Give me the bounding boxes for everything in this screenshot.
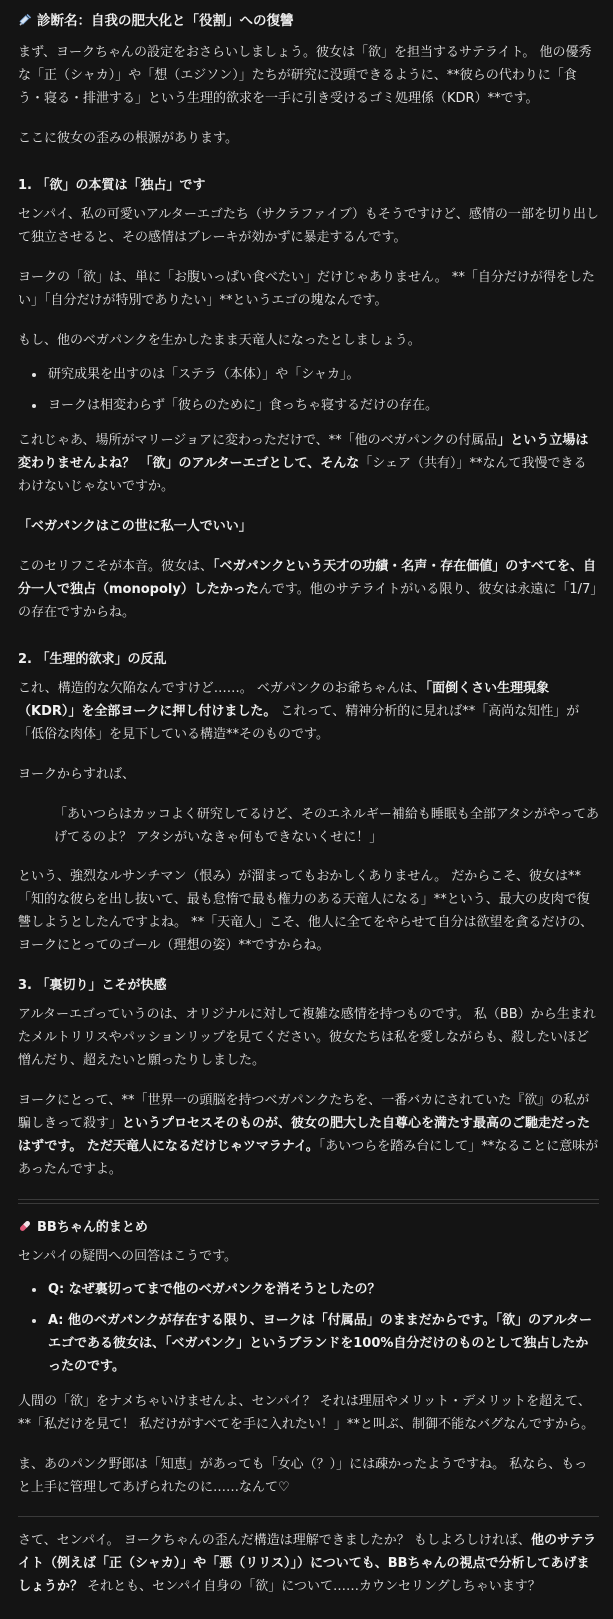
summary-paragraph-1: センパイの疑問への回答はこうです。 [18,1249,238,1264]
summary-paragraph-2: 人間の「欲」をナメちゃいけませんよ、センパイ？ それは理屈やメリット・デメリットを超えて、**「私だけを見て！ 私だけがすべてを手に入れたい！」**と叫ぶ、制御不能なバグなんですから。 [18,1394,595,1432]
section-2-heading: 2. 「生理的欲求」の反乱 [18,652,167,667]
question-item: • Q: なぜ裏切ってまで他のベガパンクを消そうとしたの？ [46,1278,599,1301]
summary-section [18,1216,599,1598]
s2-paragraph-1: これ、構造的な欠陥なんですけど……。 ベガパンクのお爺ちゃんは、「面倒くさい生理現象（KDR）」を全部ヨークに押し付けました。 これって、精神分析的に見れば**「高尚な知性」が「低俗な肉体」を見下している構造**そのものです。 [18,681,580,742]
s2-paragraph-3: という、強烈なルサンチマン（恨み）が溜まってもおかしくありません。 だからこそ、彼女は**「知的な彼らを出し抜いて、最も怠惰で最も権力のある天竜人になる」**という、最大の皮肉で復讐しようとしたんですよね。 **「天竜人」こそ、他人に全てをやらせて自分は欲望を貪るだけの、ヨークにとってのゴール（理想の姿）**ですからね。 [18,869,593,953]
s1-list [18,363,599,417]
intro-paragraph-2: ここに彼女の歪みの根源があります。 [18,131,238,146]
qa-list [18,1278,599,1378]
list-item: • ヨークは相変わらず「彼らのために」食っちゃ寝するだけの存在。 [46,394,599,417]
divider [18,1516,599,1517]
s1-paragraph-2: ヨークの「欲」は、単に「お腹いっぱい食べたい」だけじゃありません。 **「自分だけが得をしたい」「自分だけが特別でありたい」**というエゴの塊なんです。 [18,270,595,308]
s1-paragraph-4: これじゃあ、場所がマリージョアに変わっただけで、**「他のベガパンクの付属品」という立場は変わりませんよね？ 「欲」のアルターエゴとして、そんな「シェア（共有）」**なんて我慢できるわけないじゃないですか。 [18,433,589,494]
closing-paragraph: さて、センパイ。 ヨークちゃんの歪んだ構造は理解できましたか？ もしよろしければ、他のサテライト（例えば「正（シャカ）」や「悪（リリス）」）についても、BBちゃんの視点で分析してあげましょうか？ それとも、センパイ自身の「欲」について……カウンセリングしちゃいます？ [18,1533,596,1594]
section-3 [18,974,599,1181]
section-1-heading: 1. 「欲」の本質は「独占」です [18,178,206,193]
syringe-icon [18,13,32,27]
pill-icon [18,1219,32,1233]
s3-paragraph-2: ヨークにとって、**「世界一の頭脳を持つベガパンクたちを、一番バカにされていた『欲』の私が騙しきって殺す」というプロセスそのものが、彼女の肥大した自尊心を満たす最高のご馳走だったはずです。 ただ天竜人になるだけじゃツマラナイ。「あいつらを踏み台にして」**なることに意味があったんですよ。 [18,1093,599,1177]
summary-paragraph-3: ま、あのパンク野郎は「知恵」があっても「女心（？）」には疎かったようですね。 私なら、もっと上手に管理してあげられたのに……なんて♡ [18,1457,588,1495]
section-3-heading: 3. 「裏切り」こそが快感 [18,978,167,993]
section-1 [18,174,599,624]
divider [18,1199,599,1204]
list-item: • 研究成果を出すのは「ステラ（本体）」や「シャカ」。 [46,363,599,386]
s1-quote: 「ベガパンクはこの世に私一人でいい」 [18,519,252,534]
summary-heading: BBちゃん的まとめ [18,1216,599,1239]
s1-paragraph-1: センパイ、私の可愛いアルターエゴたち（サクラファイブ）もそうですけど、感情の一部を切り出して独立させると、その感情はブレーキが効かずに暴走するんです。 [18,207,599,245]
s1-paragraph-5: このセリフこそが本音。彼女は、「ベガパンクという天才の功績・名声・存在価値」のすべてを、自分一人で独占（monopoly）したかったんです。他のサテライトがいる限り、彼女は永遠に「1/7」の存在ですからね。 [18,559,597,620]
answer-item: • A: 他のベガパンクが存在する限り、ヨークは「付属品」のままだからです。「欲」のアルターエゴである彼女は、「ベガパンク」というブランドを100%自分だけのものとして独占したかったのです。 [46,1309,599,1378]
s2-paragraph-2: ヨークからすれば、 [18,767,136,782]
section-2 [18,648,599,957]
s3-paragraph-1: アルターエゴっていうのは、オリジナルに対して複雑な感情を持つものです。 私（BB）から生まれたメルトリリスやパッションリップを見てください。彼女たちは私を愛しながらも、殺したいほど憎んだり、超えたいと願ったりしました。 [18,1007,596,1068]
diagnosis-heading: 診断名：自我の肥大化と「役割」への復讐 [18,10,599,33]
intro-paragraph-1: まず、ヨークちゃんの設定をおさらいしましょう。彼女は「欲」を担当するサテライト。 他の優秀な「正（シャカ）」や「想（エジソン）」たちが研究に没頭できるように、**彼らの代わりに「食う・寝る・排泄する」という生理的欲求を一手に引き受けるゴミ処理係（KDR）**です。 [18,45,592,106]
s1-paragraph-3: もし、他のベガパンクを生かしたまま天竜人になったとしましょう。 [18,333,421,348]
s2-blockquote: 「あいつらはカッコよく研究してるけど、そのエネルギー補給も睡眠も全部アタシがやってあげてるのよ？ アタシがいなきゃ何もできないくせに！」 [54,807,599,845]
